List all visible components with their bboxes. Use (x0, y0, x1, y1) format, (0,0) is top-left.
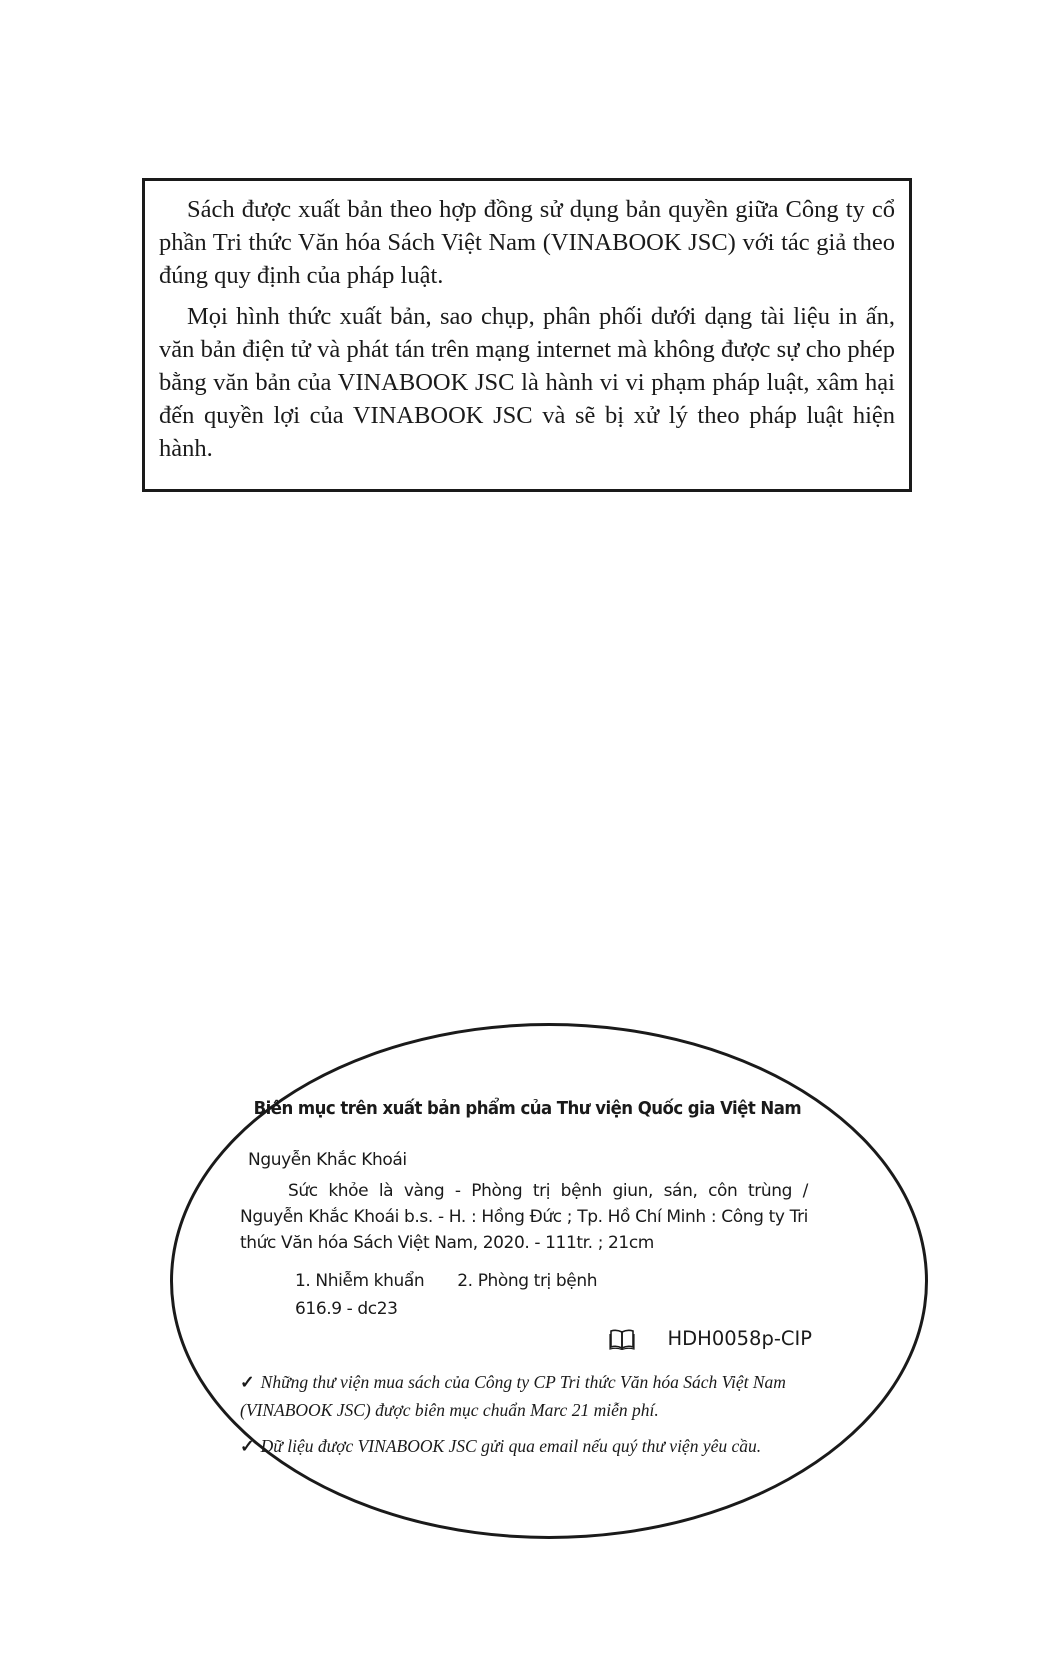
cip-heading: Biên mục trên xuất bản phẩm của Thư viện Quốc gia Việt Nam (253, 1098, 802, 1119)
cip-record-number: HDH0058p-CIP (667, 1327, 812, 1350)
cip-subjects (295, 1268, 597, 1294)
copyright-paragraph-1: Sách được xuất bản theo hợp đồng sử dụng bản quyền giữa Công ty cổ phần Tri thức Văn hóa Sách Việt Nam (VINABOOK JSC) với tác giả theo đúng quy định của pháp luật. (159, 196, 895, 289)
check-icon: ✓ (240, 1436, 255, 1456)
check-icon: ✓ (240, 1372, 255, 1392)
cip-note-2 (240, 1432, 800, 1460)
cip-description: Sức khỏe là vàng - Phòng trị bệnh giun, sán, côn trùng / Nguyễn Khắc Khoái b.s. - H. : Hồng Đức ; Tp. Hồ Chí Minh : Công ty Tri thức Văn hóa Sách Việt Nam, 2020. - 111tr. ; 21cm (240, 1181, 808, 1253)
cip-subject-2: 2. Phòng trị bệnh (457, 1271, 598, 1291)
cip-subject-1: 1. Nhiễm khuẩn (295, 1271, 425, 1291)
cip-author: Nguyễn Khắc Khoái (248, 1150, 407, 1170)
cip-classification: 616.9 - dc23 (295, 1299, 398, 1319)
cip-note-1 (240, 1368, 800, 1424)
book-icon (609, 1328, 635, 1350)
cip-number-row (609, 1326, 812, 1352)
copyright-notice-box (142, 178, 912, 492)
cip-note-2-text: Dữ liệu được VINABOOK JSC gửi qua email nếu quý thư viện yêu cầu. (260, 1436, 762, 1456)
cip-note-1-text: Những thư viện mua sách của Công ty CP Tri thức Văn hóa Sách Việt Nam (VINABOOK JSC) được biên mục chuẩn Marc 21 miễn phí. (240, 1372, 786, 1420)
copyright-paragraph-2: Mọi hình thức xuất bản, sao chụp, phân phối dưới dạng tài liệu in ấn, văn bản điện tử và phát tán trên mạng internet mà không được sự cho phép bằng văn bản của VINABOOK JSC là hành vi vi phạm pháp luật, xâm hại đến quyền lợi của VINABOOK JSC và sẽ bị xử lý theo pháp luật hiện hành. (159, 303, 895, 462)
